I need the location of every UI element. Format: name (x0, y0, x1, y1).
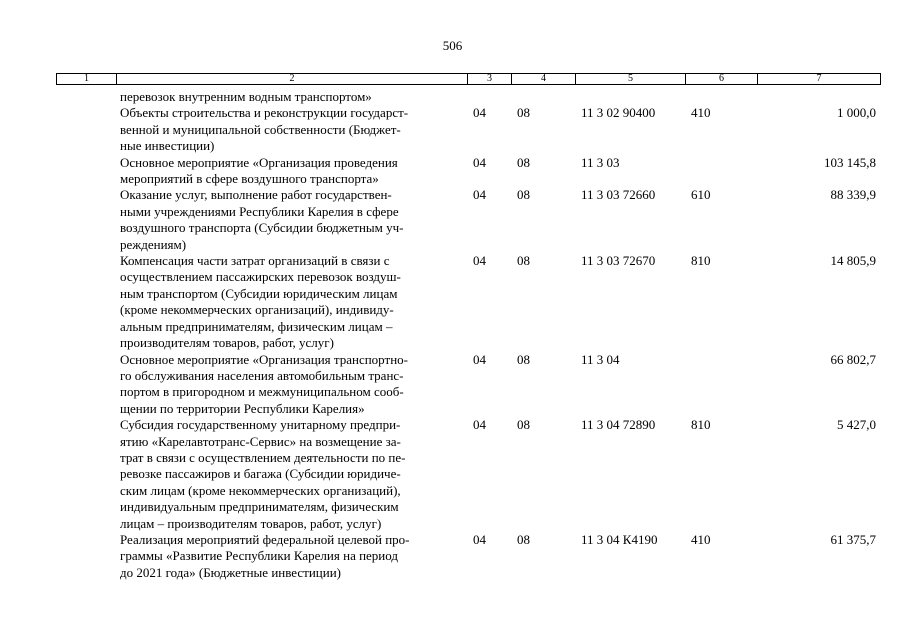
expense-type-code: 410 (691, 105, 711, 121)
subsection-code: 08 (517, 253, 530, 269)
description-line: индивидуальным предпринимателям, физическим (120, 499, 399, 515)
amount (757, 89, 880, 105)
table-row (56, 352, 880, 418)
subsection-code: 08 (517, 417, 530, 433)
table-row (56, 532, 880, 581)
description-line: портом в пригородном и межмуниципальном сооб- (120, 384, 404, 400)
amount: 66 802,7 (830, 351, 876, 367)
description-line: Основное мероприятие «Организация проведения (120, 154, 398, 170)
description-line: ятию «Карелавтотранс-Сервис» на возмещение за- (120, 433, 401, 449)
table-row (56, 187, 880, 253)
row-description (56, 105, 467, 154)
description-line: трат в связи с осуществлением деятельности по пе- (120, 449, 406, 465)
section-code (467, 89, 511, 105)
description-line: ными учреждениями Республики Карелия в сфере (120, 203, 399, 219)
description-line: альным предпринимателям, физическим лицам – (120, 318, 393, 334)
amount: 1 000,0 (837, 105, 876, 121)
column-header-3: 3 (468, 74, 512, 85)
expense-type-code: 810 (691, 417, 711, 433)
target-article-code (575, 89, 685, 105)
budget-table (56, 89, 880, 581)
column-header-4: 4 (512, 74, 576, 85)
column-header-2: 2 (117, 74, 468, 85)
row-description (56, 417, 467, 532)
section-code: 04 (473, 531, 486, 547)
section-code: 04 (473, 154, 486, 170)
description-line: воздушного транспорта (Субсидии бюджетным уч- (120, 220, 404, 236)
description-line: до 2021 года» (Бюджетные инвестиции) (120, 564, 341, 580)
subsection-code (511, 89, 575, 105)
subsection-code: 08 (517, 351, 530, 367)
expense-type-code (685, 155, 757, 188)
description-line: Оказание услуг, выполнение работ государствен- (120, 187, 392, 203)
amount: 88 339,9 (830, 187, 876, 203)
row-description (56, 352, 467, 418)
table-row (56, 253, 880, 351)
subsection-code: 08 (517, 105, 530, 121)
description-line: перевозок внутренним водным транспортом» (120, 89, 372, 104)
amount: 14 805,9 (830, 253, 876, 269)
description-line: производителям товаров, работ, услуг) (120, 335, 334, 351)
expense-type-code: 610 (691, 187, 711, 203)
row-description (56, 187, 467, 253)
expense-type-code (685, 89, 757, 105)
table-row (56, 155, 880, 188)
table-row (56, 105, 880, 154)
description-line: Реализация мероприятий федеральной целевой про- (120, 531, 410, 547)
column-header-1: 1 (57, 74, 117, 85)
section-code: 04 (473, 351, 486, 367)
description-line: ные инвестиции) (120, 138, 215, 154)
description-line: Субсидия государственному унитарному предпри- (120, 417, 401, 433)
section-code: 04 (473, 253, 486, 269)
subsection-code: 08 (517, 154, 530, 170)
description-line: Основное мероприятие «Организация транспортно- (120, 351, 408, 367)
target-article-code: 11 3 04 (581, 351, 620, 367)
description-line: (кроме некоммерческих организаций), индивиду- (120, 302, 394, 318)
amount: 103 145,8 (824, 154, 876, 170)
description-line: Объекты строительства и реконструкции государст- (120, 105, 409, 121)
description-line: ским лицам (кроме некоммерческих организаций), (120, 482, 401, 498)
description-line: венной и муниципальной собственности (Бюджет- (120, 121, 401, 137)
column-header-7: 7 (758, 74, 881, 85)
section-code: 04 (473, 187, 486, 203)
row-description (56, 89, 467, 105)
expense-type-code (685, 352, 757, 418)
column-header-6: 6 (686, 74, 758, 85)
description-line: Компенсация части затрат организаций в связи с (120, 253, 390, 269)
column-header-5: 5 (576, 74, 686, 85)
page-number: 506 (442, 38, 463, 53)
subsection-code: 08 (517, 187, 530, 203)
amount: 5 427,0 (837, 417, 876, 433)
description-line: щении по территории Республики Карелия» (120, 400, 365, 416)
description-line: ным транспортом (Субсидии юридическим лицам (120, 285, 398, 301)
description-line: граммы «Развитие Республики Карелия на период (120, 548, 399, 564)
column-header-row (57, 74, 881, 85)
column-header-table (56, 73, 881, 85)
description-line: лицам – производителям товаров, работ, услуг) (120, 515, 382, 531)
expense-type-code: 810 (691, 253, 711, 269)
expense-type-code: 410 (691, 531, 711, 547)
target-article-code: 11 3 03 72660 (581, 187, 656, 203)
description-line: реждениям) (120, 236, 187, 252)
row-description (56, 155, 467, 188)
description-line: ревозке пассажиров и багажа (Субсидии юридиче- (120, 466, 401, 482)
target-article-code: 11 3 02 90400 (581, 105, 656, 121)
amount: 61 375,7 (830, 531, 876, 547)
target-article-code: 11 3 03 (581, 154, 620, 170)
target-article-code: 11 3 03 72670 (581, 253, 656, 269)
row-description (56, 532, 467, 581)
description-line: го обслуживания населения автомобильным транс- (120, 367, 404, 383)
description-line: осуществлением пассажирских перевозок воздуш- (120, 269, 401, 285)
row-description (56, 253, 467, 351)
section-code: 04 (473, 417, 486, 433)
target-article-code: 11 3 04 72890 (581, 417, 656, 433)
subsection-code: 08 (517, 531, 530, 547)
target-article-code: 11 3 04 К4190 (581, 531, 658, 547)
table-row (56, 417, 880, 532)
description-line: мероприятий в сфере воздушного транспорта» (120, 171, 379, 187)
table-row (56, 89, 880, 105)
section-code: 04 (473, 105, 486, 121)
